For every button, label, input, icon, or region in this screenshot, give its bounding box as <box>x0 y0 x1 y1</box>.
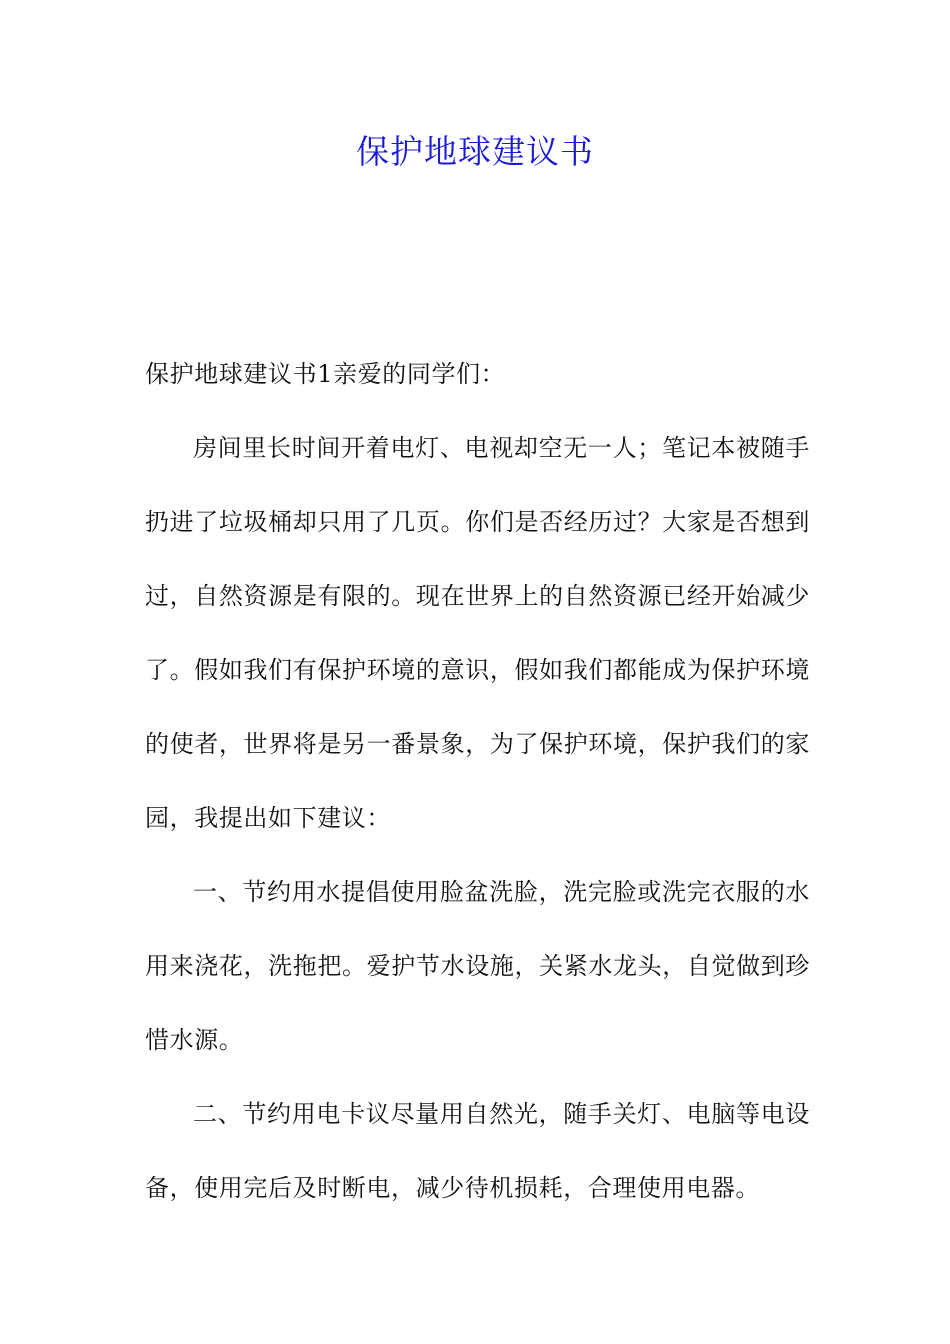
paragraph-save-water: 一、节约用水提倡使用脸盆洗脸，洗完脸或洗完衣服的水用来浇花，洗拖把。爱护节水设施，关紧水龙头，自觉做到珍惜水源。 <box>145 878 810 1054</box>
document-body <box>145 337 810 1225</box>
paragraph-save-electricity: 二、节约用电卡议尽量用自然光，随手关灯、电脑等电设备，使用完后及时断电，减少待机损耗，合理使用电器。 <box>145 1100 810 1202</box>
paragraph-intro: 房间里长时间开着电灯、电视却空无一人；笔记本被随手扔进了垃圾桶却只用了几页。你们是否经历过？大家是否想到过，自然资源是有限的。现在世界上的自然资源已经开始减少了。假如我们有保护环境的意识，假如我们都能成为保护环境的使者，世界将是另一番景象，为了保护环境，保护我们的家园，我提出如下建议： <box>145 434 810 832</box>
paragraph-greeting: 保护地球建议书1亲爱的同学们： <box>145 360 506 388</box>
document-title: 保护地球建议书 <box>356 132 594 171</box>
